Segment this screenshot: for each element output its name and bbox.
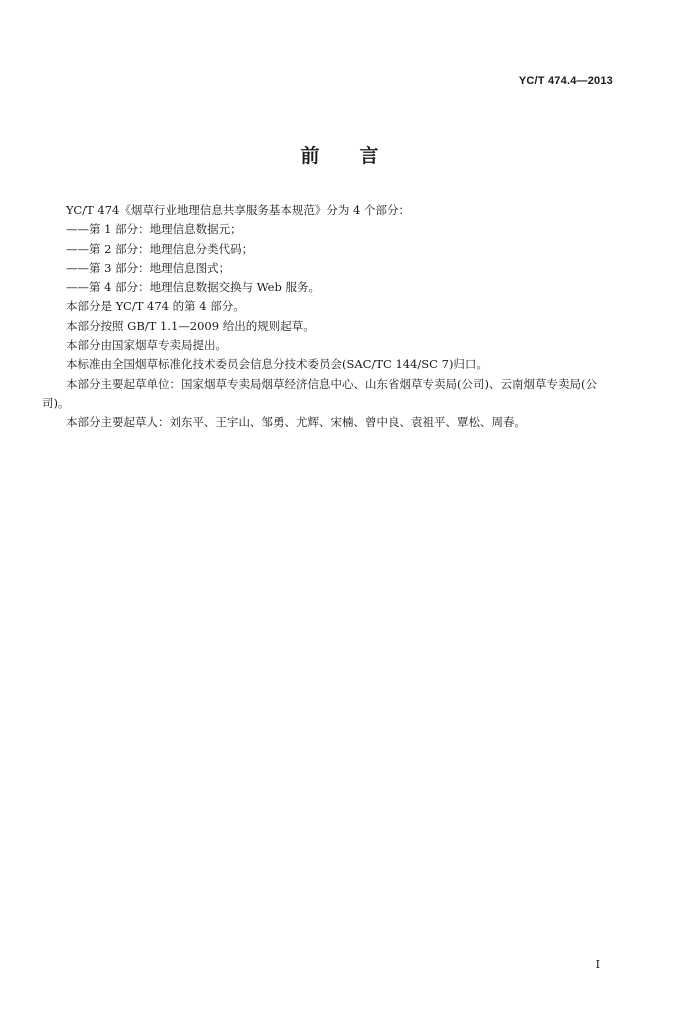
- paragraph-part-statement: 本部分是 YC/T 474 的第 4 部分。: [66, 299, 245, 314]
- list-item-part-3: ——第 3 部分：地理信息图式；: [66, 260, 231, 275]
- list-item-part-1: ——第 1 部分：地理信息数据元；: [66, 222, 242, 237]
- document-id: YC/T 474.4—2013: [518, 75, 613, 87]
- paragraph-committee: 本标准由全国烟草标准化技术委员会信息分技术委员会(SAC/TC 144/SC 7)归口。: [66, 357, 488, 372]
- paragraph-proposer: 本部分由国家烟草专卖局提出。: [66, 338, 227, 353]
- paragraph-drafting-units: 本部分主要起草单位：国家烟草专卖局烟草经济信息中心、山东省烟草专卖局(公司)、云南烟草专卖局(公司)。: [42, 376, 597, 410]
- list-item-part-2: ——第 2 部分：地理信息分类代码；: [66, 241, 254, 256]
- paragraph-drafting-rules: 本部分按照 GB/T 1.1—2009 给出的规则起草。: [66, 318, 315, 333]
- paragraph-drafters: 本部分主要起草人：刘东平、王宇山、邹勇、尤辉、宋楠、曾中良、袁祖平、覃松、周春。: [66, 415, 526, 430]
- foreword-body: [42, 201, 622, 433]
- page-number: I: [595, 958, 600, 971]
- page-title: 前言: [300, 145, 419, 167]
- paragraph-intro: YC/T 474《烟草行业地理信息共享服务基本规范》分为 4 个部分：: [66, 203, 410, 217]
- list-item-part-4: ——第 4 部分：地理信息数据交换与 Web 服务。: [66, 280, 320, 295]
